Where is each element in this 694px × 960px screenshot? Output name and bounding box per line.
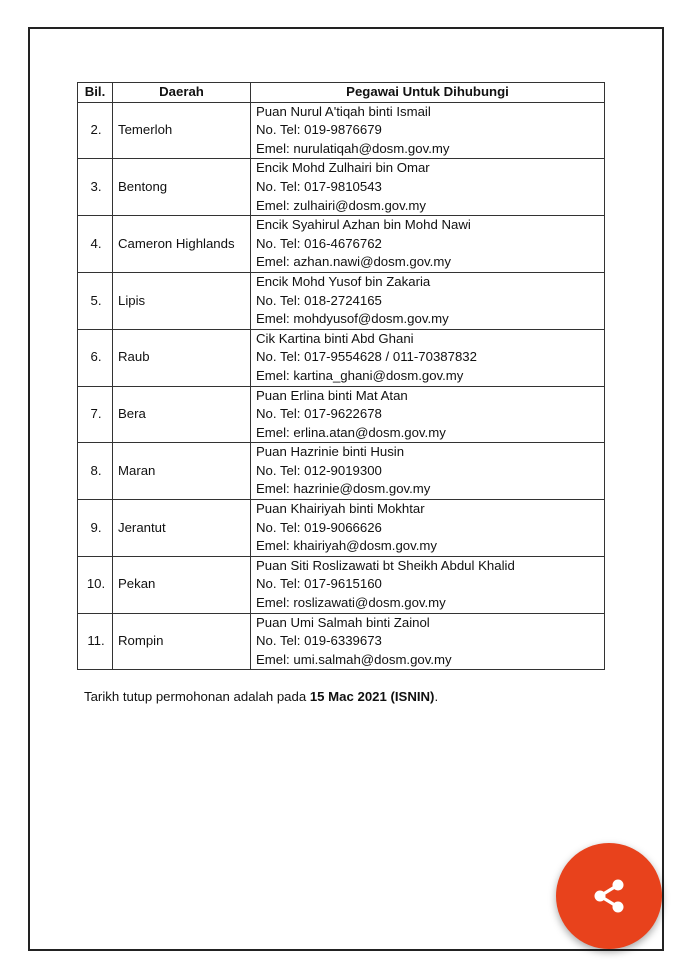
officer-email: Emel: mohdyusof@dosm.gov.my (256, 311, 449, 327)
district-name: Lipis (113, 272, 251, 329)
header-daerah: Daerah (113, 83, 251, 103)
row-number: 7. (78, 386, 113, 443)
officer-name: Encik Mohd Zulhairi bin Omar (256, 160, 430, 176)
officer-phone: No. Tel: 017-9622678 (256, 406, 382, 422)
officer-email: Emel: erlina.atan@dosm.gov.my (256, 424, 446, 440)
officer-email: Emel: umi.salmah@dosm.gov.my (256, 651, 452, 667)
officer-name: Puan Umi Salmah binti Zainol (256, 614, 430, 630)
officer-contact (251, 159, 605, 216)
officer-email: Emel: roslizawati@dosm.gov.my (256, 595, 446, 611)
table-row (78, 386, 605, 443)
officer-name: Encik Syahirul Azhan bin Mohd Nawi (256, 217, 471, 233)
row-number: 8. (78, 443, 113, 500)
district-name: Temerloh (113, 102, 251, 159)
officer-contact (251, 556, 605, 613)
district-name: Rompin (113, 613, 251, 670)
officer-contact (251, 386, 605, 443)
officer-contact (251, 272, 605, 329)
officer-name: Puan Erlina binti Mat Atan (256, 387, 408, 403)
row-number: 10. (78, 556, 113, 613)
officer-email: Emel: khairiyah@dosm.gov.my (256, 538, 437, 554)
row-number: 11. (78, 613, 113, 670)
table-row (78, 102, 605, 159)
officer-phone: No. Tel: 019-9876679 (256, 122, 382, 138)
officer-contact (251, 216, 605, 273)
officer-contact (251, 443, 605, 500)
header-officer: Pegawai Untuk Dihubungi (251, 83, 605, 103)
officer-name: Puan Nurul A'tiqah binti Ismail (256, 103, 431, 119)
officer-email: Emel: hazrinie@dosm.gov.my (256, 481, 431, 497)
officer-email: Emel: zulhairi@dosm.gov.my (256, 197, 426, 213)
row-number: 4. (78, 216, 113, 273)
header-bil: Bil. (78, 83, 113, 103)
district-name: Pekan (113, 556, 251, 613)
officer-contact (251, 613, 605, 670)
share-button[interactable] (556, 843, 662, 949)
district-name: Cameron Highlands (113, 216, 251, 273)
table-row (78, 216, 605, 273)
contacts-table (77, 82, 605, 670)
officer-contact (251, 102, 605, 159)
officer-contact (251, 329, 605, 386)
officer-phone: No. Tel: 019-6339673 (256, 633, 382, 649)
officer-contact (251, 500, 605, 557)
share-icon (591, 877, 627, 915)
officer-phone: No. Tel: 017-9810543 (256, 178, 382, 194)
officer-email: Emel: azhan.nawi@dosm.gov.my (256, 254, 451, 270)
table-row (78, 500, 605, 557)
officer-name: Puan Khairiyah binti Mokhtar (256, 501, 425, 517)
district-name: Raub (113, 329, 251, 386)
officer-phone: No. Tel: 018-2724165 (256, 292, 382, 308)
table-row (78, 329, 605, 386)
row-number: 6. (78, 329, 113, 386)
officer-phone: No. Tel: 016-4676762 (256, 235, 382, 251)
row-number: 5. (78, 272, 113, 329)
district-name: Maran (113, 443, 251, 500)
officer-name: Puan Siti Roslizawati bt Sheikh Abdul Khalid (256, 557, 515, 573)
row-number: 9. (78, 500, 113, 557)
officer-phone: No. Tel: 019-9066626 (256, 519, 382, 535)
closing-date: 15 Mac 2021 (ISNIN) (309, 689, 435, 704)
table-header-row (78, 83, 605, 103)
officer-phone: No. Tel: 017-9554628 / 011-70387832 (256, 349, 477, 365)
district-name: Bentong (113, 159, 251, 216)
closing-note (84, 689, 438, 704)
table-row (78, 443, 605, 500)
table-row (78, 613, 605, 670)
officer-email: Emel: kartina_ghani@dosm.gov.my (256, 367, 464, 383)
officer-name: Puan Hazrinie binti Husin (256, 444, 405, 460)
district-name: Bera (113, 386, 251, 443)
officer-name: Encik Mohd Yusof bin Zakaria (256, 273, 431, 289)
closing-note-text: Tarikh tutup permohonan adalah pada (84, 689, 310, 704)
row-number: 3. (78, 159, 113, 216)
officer-email: Emel: nurulatiqah@dosm.gov.my (256, 140, 450, 156)
district-name: Jerantut (113, 500, 251, 557)
officer-phone: No. Tel: 017-9615160 (256, 576, 382, 592)
officer-phone: No. Tel: 012-9019300 (256, 462, 382, 478)
table-row (78, 272, 605, 329)
table-row (78, 556, 605, 613)
closing-note-suffix: . (434, 689, 439, 704)
table-row (78, 159, 605, 216)
officer-name: Cik Kartina binti Abd Ghani (256, 330, 414, 346)
row-number: 2. (78, 102, 113, 159)
